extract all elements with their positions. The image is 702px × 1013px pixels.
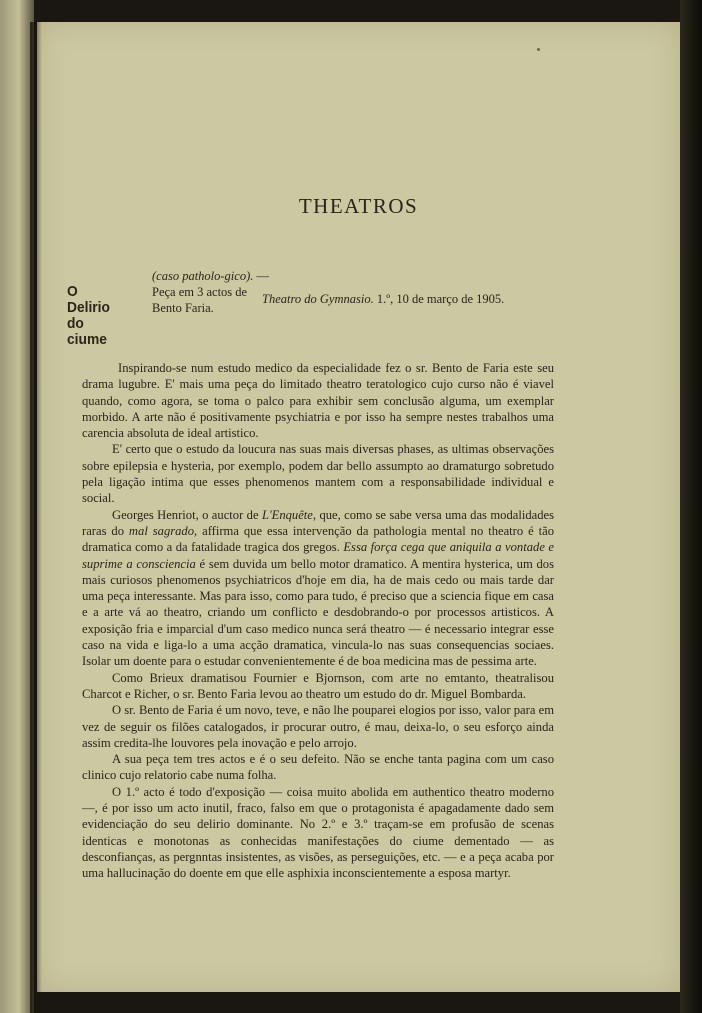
bleed-through <box>297 100 640 116</box>
play-subtitle <box>152 268 270 316</box>
text-run: Georges Henriot, o auctor de <box>112 507 262 522</box>
subtitle-rest: — Peça em 3 actos de Bento Faria. <box>152 269 269 315</box>
paragraph: O sr. Bento de Faria é um novo, teve, e não lhe pouparei elogios por isso, valor para em vez de seguir os filões catalogados, ir procurar outro, é mau, deixa-lo, o seu esforço ainda assim credita-lhe louvores pela inovação e pelo arrojo. <box>82 703 554 750</box>
text-run-italic: mal sagrado <box>128 523 195 538</box>
play-title-line1: O Delirio <box>67 283 110 316</box>
paragraph: O 1.º acto é todo d'exposição — coisa muito abolida em authentico theatro moderno —, é por isso um acto inutil, fraco, falso em que o protagonista é apagadamente dado sem evidenciação do seu delirio dominante. No 2.º e 3.º traçam-se em profusão de scenas identicas e monotonas as conhecidas manifestações do ciume dementado — as desconfianças, as pergnntas insistentes, as visões, as perseguições, etc. — e a peça acaba por uma hallucinação do doente em que elle asphixia inconscientemente a esposa martyr. <box>82 784 554 881</box>
paragraph: Como Brieux dramatisou Fournier e Bjornson, com arte no emtanto, theatralisou Charcot e Richer, o sr. Bento Faria levou ao theatro um estudo do dr. Miguel Bombarda. <box>82 670 554 701</box>
premiere-date: 1.º, 10 de março de 1905. <box>373 292 505 306</box>
text-run: , affirma que essa intervenção da pathologia mental no theatro é tão dramatica como a da fatalidade tragica dos gregos. <box>82 523 554 555</box>
venue-date <box>262 292 504 307</box>
play-title-line2: do ciume <box>67 315 107 348</box>
subtitle-italic: (caso patholo-gico). <box>152 269 254 283</box>
article-body <box>82 360 554 882</box>
venue-name: Theatro do Gymnasio. <box>262 292 374 306</box>
play-title <box>67 284 124 348</box>
text-run: , que, como se sabe versa uma das modalidades raras do <box>82 507 554 538</box>
paper-speck <box>537 48 540 51</box>
scan-border <box>680 0 702 1013</box>
text-run-italic: L'Enquête <box>261 507 313 522</box>
facing-page-edge <box>0 0 34 1013</box>
section-title: THEATROS <box>298 194 419 218</box>
text-run-italic: Essa força cega que aniquila a vontade e suprime a consciencia <box>82 540 555 571</box>
gutter-shadow <box>30 22 42 1013</box>
book-page <box>37 22 680 992</box>
paragraph <box>82 507 554 670</box>
paragraph: E' certo que o estudo da loucura nas suas mais diversas phases, as ultimas observações sobre epilepsia e hysteria, por exemplo, podem dar bello assumpto ao dramaturgo sobretudo pela ligação intima que esses phenomenos mantem com a responsabilidade individual e social. <box>82 442 554 506</box>
text-run: é sem duvida um bello motor dramatico. A mentira hysterica, um dos mais curiosos phenomenos psychiatricos d'hoje em dia, ha de mais cedo ou mais tarde dar uma peça interessante. Mas para isso, como para tudo, é preciso que a sciencia fique em casa e a arte vá ao theatro, criando um conflicto e desdobrando-o por processos artisticos. A exposição fria e imparcial d'um caso medico nunca será theatro — é necessario integrar esse caso na vida e liga-lo a uma acção dramatica, vincula-lo nas suas consequencias sociaes. Isolar um doente para o estudar convenientemente é de boa medicina mas de pessima arte. <box>82 556 554 669</box>
paragraph: A sua peça tem tres actos e é o seu defeito. Não se enche tanta pagina com um caso clinico cujo relatorio cabe numa folha. <box>82 752 554 783</box>
paragraph: Inspirando-se num estudo medico da especialidade fez o sr. Bento de Faria este seu drama lugubre. E' mais uma peça do limitado theatro teratologico cujo curso não é viavel quando, como agora, se toma o palco para exhibir sem conclusão alguma, um exemplar morbido. A arte não é positivamente psychiatria e por isso ha sempre nestes trabalhos uma carencia absoluta de ideal artistico. <box>82 361 554 441</box>
